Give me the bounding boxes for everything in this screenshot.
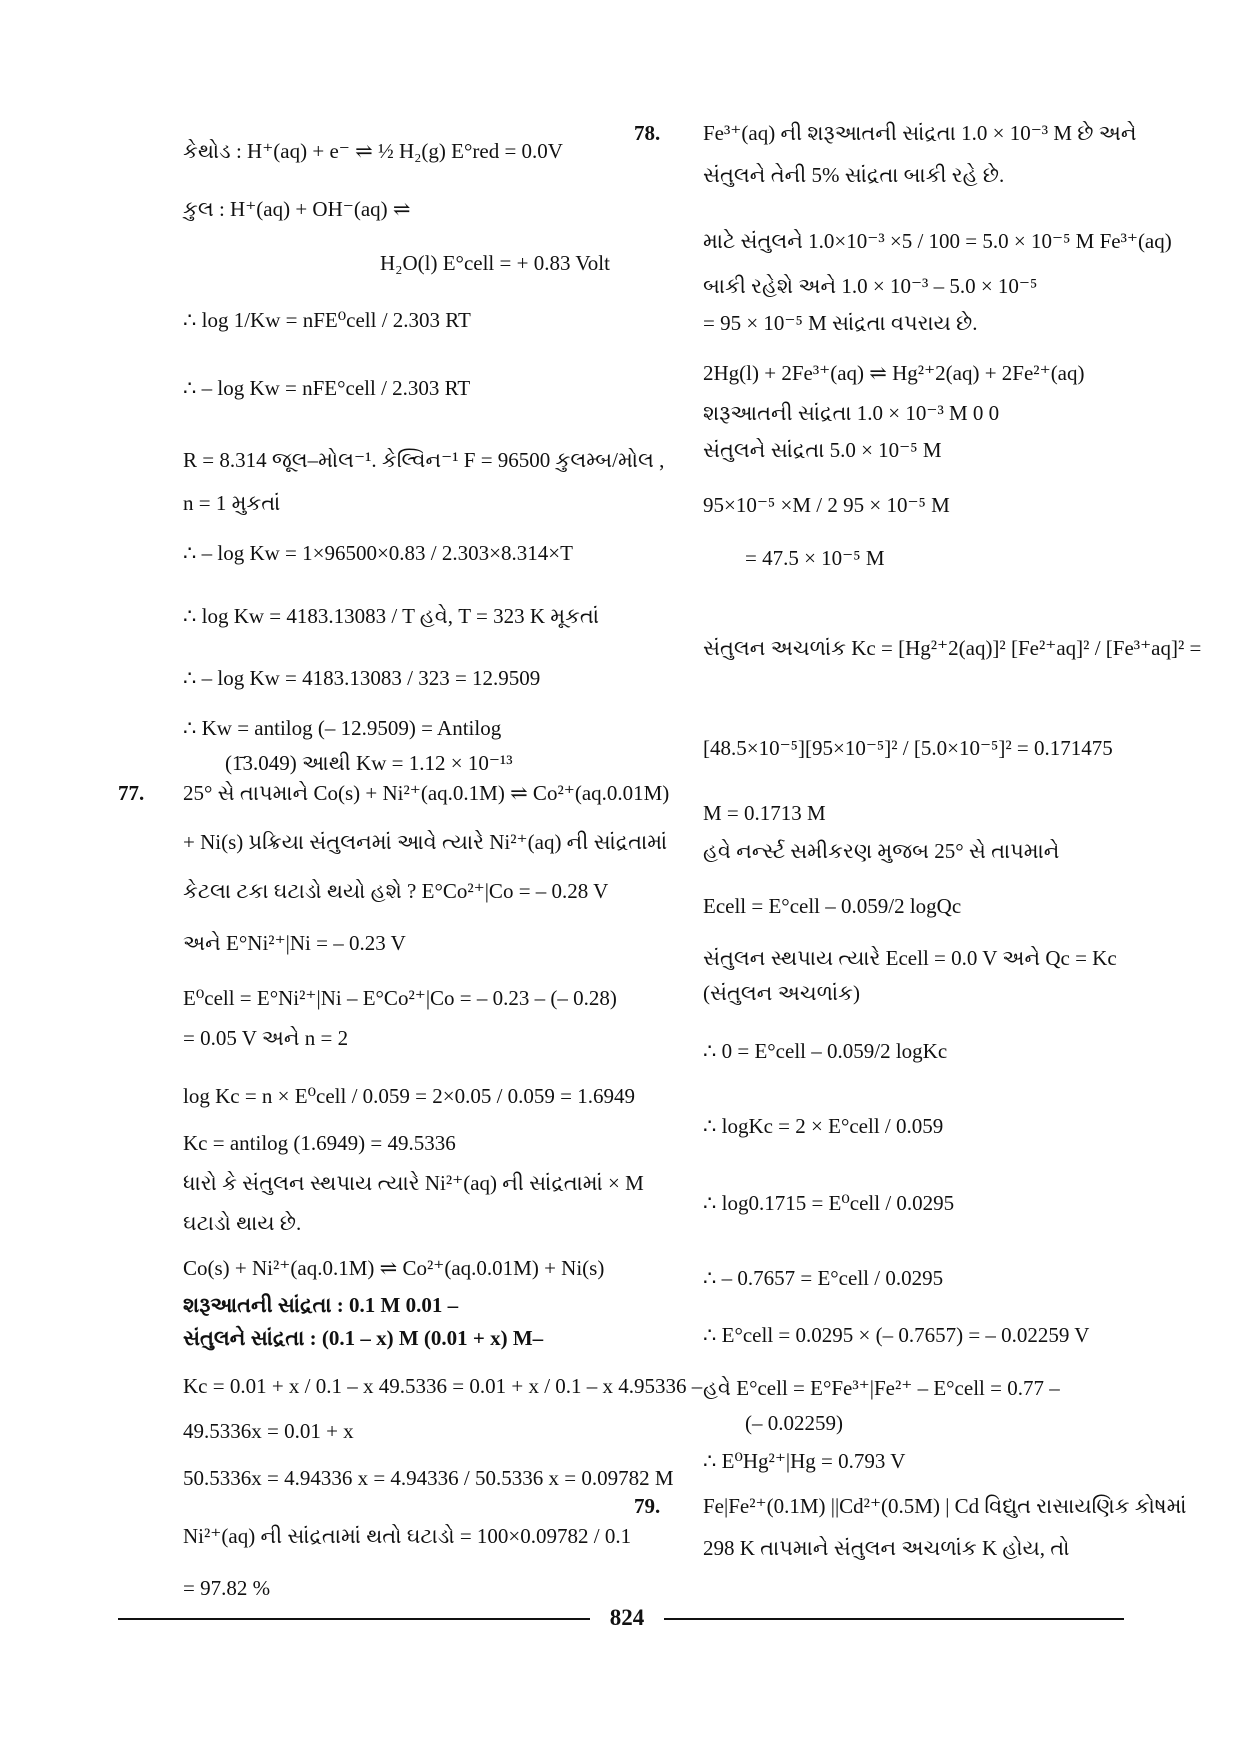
left-line-23: Co(s) + Ni²⁺(aq.0.1M) ⇌ Co²⁺(aq.0.01M) + Ni(s) [183, 1256, 605, 1280]
left-line-2: કુલ : H⁺(aq) + OH⁻(aq) ⇌ [183, 197, 411, 221]
left-line-26: Kc = 0.01 + x / 0.1 – x 49.5336 = 0.01 + x / 0.1 – x 4.95336 – [183, 1374, 703, 1398]
right-line-4: બાકી રહેશે અને 1.0 × 10⁻³ – 5.0 × 10⁻⁵ [703, 274, 1038, 298]
right-line-2: સંતુલને તેની 5% સાંદ્રતા બાકી રહે છે. [703, 163, 1005, 187]
question-number-79: 79. [634, 1494, 661, 1518]
left-line-17: E⁰cell = E°Ni²⁺|Ni – E°Co²⁺|Co = – 0.23 – (– 0.28) [183, 986, 617, 1010]
left-line-22: ઘટાડો થાય છે. [183, 1211, 302, 1235]
left-line-16: અને E°Ni²⁺|Ni = – 0.23 V [183, 931, 406, 955]
left-line-27: 49.5336x = 0.01 + x [183, 1419, 354, 1443]
right-line-7: શરૂઆતની સાંદ્રતા 1.0 × 10⁻³ M 0 0 [703, 401, 1000, 425]
left-line-10: ∴ – log Kw = 4183.13083 / 323 = 12.9509 [183, 666, 541, 690]
left-line-9: ∴ log Kw = 4183.13083 / T હવે, T = 323 K મૂકતાં [183, 604, 599, 628]
right-line-19: ∴ logKc = 2 × E°cell / 0.059 [703, 1114, 944, 1138]
right-line-6: 2Hg(l) + 2Fe³⁺(aq) ⇌ Hg²⁺2(aq) + 2Fe²⁺(aq) [703, 361, 1085, 385]
left-line-11: ∴ Kw = antilog (– 12.9509) = Antilog [183, 716, 502, 740]
right-line-8: સંતુલને સાંદ્રતા 5.0 × 10⁻⁵ M [703, 438, 942, 462]
right-line-18: ∴ 0 = E°cell – 0.059/2 logKc [703, 1039, 948, 1063]
right-line-17: (સંતુલન અચળાંક) [703, 981, 860, 1005]
left-line-12: (1̄3.049) આથી Kw = 1.12 × 10⁻¹³ [225, 751, 513, 775]
right-line-12: [48.5×10⁻⁵][95×10⁻⁵]² / [5.0×10⁻⁵]² = 0.171475 [703, 736, 1113, 760]
right-line-27: 298 K તાપમાને સંતુલન અચળાંક K હોય, તો [703, 1536, 1070, 1560]
right-line-16: સંતુલન સ્થપાય ત્યારે Ecell = 0.0 V અને Qc = Kc [703, 946, 1117, 970]
left-line-29: Ni²⁺(aq) ની સાંદ્રતામાં થતો ઘટાડો = 100×0.09782 / 0.1 [183, 1524, 632, 1548]
footer-rule-right [664, 1618, 1124, 1620]
left-line-4: ∴ log 1/Kw = nFE⁰cell / 2.303 RT [183, 308, 471, 332]
left-line-30: = 97.82 % [183, 1576, 271, 1600]
right-line-5: = 95 × 10⁻⁵ M સાંદ્રતા વપરાય છે. [703, 311, 978, 335]
left-line-25: સંતુલને સાંદ્રતા : (0.1 – x) M (0.01 + x) M– [183, 1326, 544, 1350]
left-line-18: = 0.05 V અને n = 2 [183, 1026, 349, 1050]
right-line-10: = 47.5 × 10⁻⁵ M [745, 546, 885, 570]
left-line-8: ∴ – log Kw = 1×96500×0.83 / 2.303×8.314×T [183, 541, 573, 565]
right-line-25: ∴ E⁰Hg²⁺|Hg = 0.793 V [703, 1449, 906, 1473]
right-line-9: 95×10⁻⁵ ×M / 2 95 × 10⁻⁵ M [703, 493, 950, 517]
question-number-77: 77. [118, 781, 145, 805]
left-line-19: log Kc = n × E⁰cell / 0.059 = 2×0.05 / 0.059 = 1.6949 [183, 1084, 636, 1108]
left-line-3: H₂O(l) E°cell = + 0.83 Volt [380, 251, 610, 275]
footer-rule-left [118, 1618, 590, 1620]
right-line-20: ∴ log0.1715 = E⁰cell / 0.0295 [703, 1191, 955, 1215]
left-line-21: ધારો કે સંતુલન સ્થપાય ત્યારે Ni²⁺(aq) ની સાંદ્રતામાં × M [183, 1171, 644, 1195]
question-number-78: 78. [634, 121, 661, 145]
left-line-6: R = 8.314 જૂલ–મોલ⁻¹. કેલ્વિન⁻¹ F = 96500 કુલમ્બ/મોલ , [183, 448, 665, 472]
left-line-13: 25° સે તાપમાને Co(s) + Ni²⁺(aq.0.1M) ⇌ Co²⁺(aq.0.01M) [183, 781, 670, 805]
left-line-7: n = 1 મુકતાં [183, 491, 281, 515]
left-line-1: કેથોડ : H⁺(aq) + e⁻ ⇌ ½ H₂(g) E°red = 0.0V [183, 139, 563, 163]
left-line-15: કેટલા ટકા ઘટાડો થયો હશે ? E°Co²⁺|Co = – 0.28 V [183, 879, 609, 903]
left-line-24: શરૂઆતની સાંદ્રતા : 0.1 M 0.01 – [183, 1293, 459, 1317]
right-line-14: હવે નર્ન્સ્ટ સમીકરણ મુજબ 25° સે તાપમાને [703, 839, 1060, 863]
left-line-28: 50.5336x = 4.94336 x = 4.94336 / 50.5336 x = 0.09782 M [183, 1466, 674, 1490]
right-line-3: માટે સંતુલને 1.0×10⁻³ ×5 / 100 = 5.0 × 10⁻⁵ M Fe³⁺(aq) [703, 229, 1172, 253]
right-line-26: Fe|Fe²⁺(0.1M) ||Cd²⁺(0.5M) | Cd વિદ્યુત રાસાયણિક કોષમાં [703, 1494, 1187, 1518]
right-line-13: M = 0.1713 M [703, 801, 826, 825]
right-line-15: Ecell = E°cell – 0.059/2 logQc [703, 894, 962, 918]
right-line-11: સંતુલન અચળાંક Kc = [Hg²⁺2(aq)]² [Fe²⁺aq]² / [Fe³⁺aq]² = [703, 636, 1202, 660]
left-line-5: ∴ – log Kw = nFE°cell / 2.303 RT [183, 376, 471, 400]
page-number: 824 [609, 1605, 645, 1630]
right-line-22: ∴ E°cell = 0.0295 × (– 0.7657) = – 0.02259 V [703, 1323, 1090, 1347]
right-line-24: (– 0.02259) [745, 1411, 843, 1435]
right-line-23: હવે E°cell = E°Fe³⁺|Fe²⁺ – E°cell = 0.77 – [703, 1376, 1060, 1400]
right-line-21: ∴ – 0.7657 = E°cell / 0.0295 [703, 1266, 944, 1290]
left-line-14: + Ni(s) પ્રક્રિયા સંતુલનમાં આવે ત્યારે Ni²⁺(aq) ની સાંદ્રતામાં [183, 830, 668, 854]
left-line-20: Kc = antilog (1.6949) = 49.5336 [183, 1131, 456, 1155]
right-line-1: Fe³⁺(aq) ની શરૂઆતની સાંદ્રતા 1.0 × 10⁻³ M છે અને [703, 121, 1137, 145]
